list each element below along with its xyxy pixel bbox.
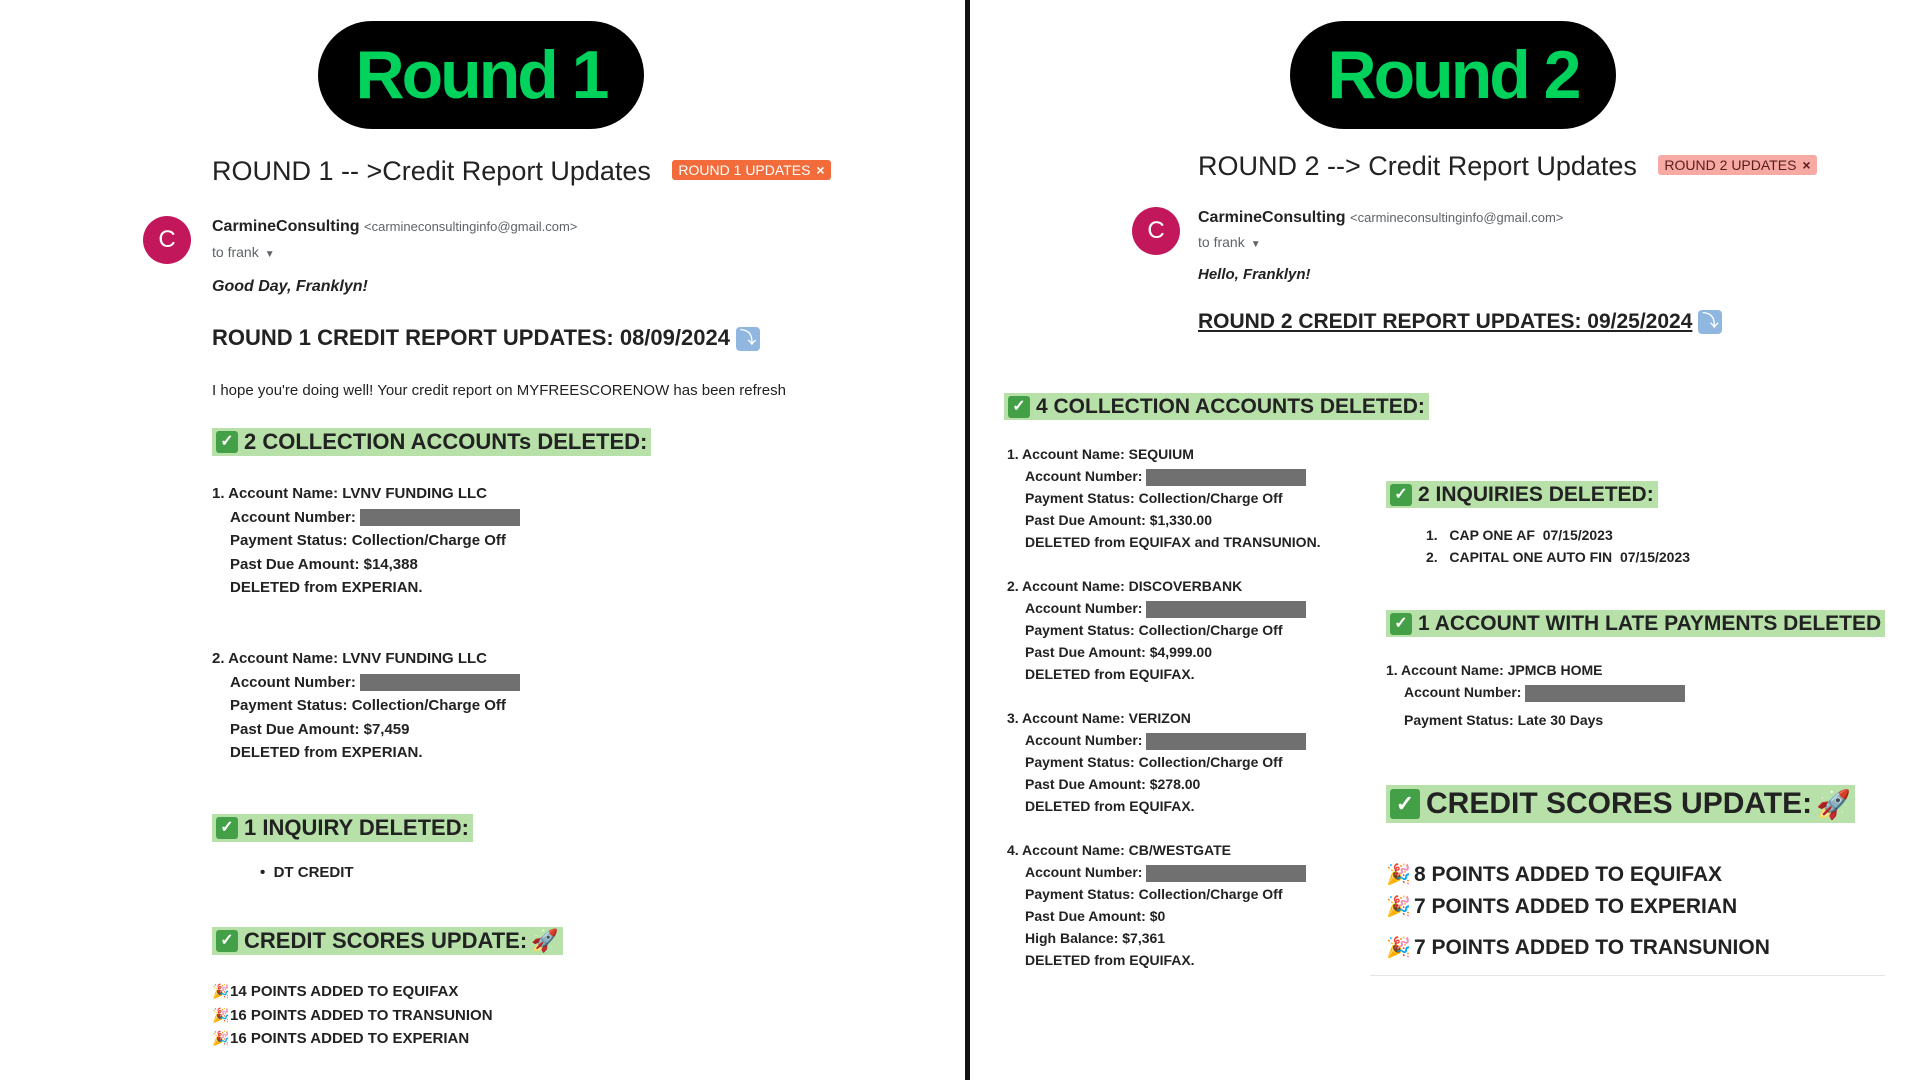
tag-label: ROUND 2 UPDATES [1664,156,1797,173]
account-number-row [1007,729,1306,751]
label-tag[interactable] [672,160,830,180]
late-account [1386,659,1685,731]
account-1 [1007,443,1321,553]
label-tag[interactable] [1658,155,1816,175]
deleted-from: DELETED from EQUIFAX. [1025,952,1195,968]
intro-text: I hope you're doing well! Your credit report on MYFREESCORENOW has been refresh [212,382,786,399]
check-icon: ✓ [1390,789,1420,819]
payment-status: Payment Status: Collection/Charge Off [1025,754,1283,770]
check-icon: ✓ [1008,396,1030,418]
points-item [212,1027,493,1051]
account-name: 2. Account Name: LVNV FUNDING LLC [212,650,488,667]
rocket-icon: 🚀 [1816,788,1852,820]
points-item [1386,859,1770,891]
bullet-icon: • [260,864,274,881]
payment-status: Payment Status: Collection/Charge Off [1025,622,1283,638]
account-number-label: Account Number: [1025,864,1143,880]
points-text: 14 POINTS ADDED TO EQUIFAX [230,983,459,1000]
check-icon: ✓ [216,431,238,453]
party-icon: 🎉 [212,1030,230,1046]
caret-down-icon[interactable]: ▼ [1250,239,1261,250]
collections-heading [1004,393,1429,420]
update-heading [1198,310,1722,334]
collections-heading [212,428,651,456]
check-icon: ✓ [216,817,238,839]
redacted-account-number [1146,601,1306,618]
sender [212,218,577,236]
inquiry-item [260,864,354,881]
points-list [212,980,493,1051]
redacted-account-number [1146,469,1306,486]
subject-text: ROUND 1 -- >Credit Report Updates [212,156,651,186]
caret-down-icon[interactable]: ▼ [264,249,275,260]
account-number-row [212,671,520,695]
account-2 [1007,575,1306,685]
account-number-row [1007,861,1306,883]
recipient-label: to frank [212,244,259,260]
redacted-account-number [1525,685,1685,702]
inquiries-heading-text: 2 INQUIRIES DELETED: [1418,482,1654,506]
account-name: 2. Account Name: DISCOVERBANK [1007,578,1243,594]
tag-close-icon[interactable]: × [816,161,825,178]
party-icon: 🎉 [1386,896,1411,918]
scores-heading-text: CREDIT SCORES UPDATE: [244,928,528,953]
party-icon: 🎉 [1386,937,1411,959]
account-number-row [212,506,520,530]
inquiry-heading-text: 1 INQUIRY DELETED: [244,815,469,840]
points-text: 7 POINTS ADDED TO TRANSUNION [1414,936,1770,959]
redacted-account-number [360,509,520,526]
redacted-account-number [360,674,520,691]
recipient-label: to frank [1198,234,1245,250]
points-text: 7 POINTS ADDED TO EXPERIAN [1414,895,1738,918]
points-text: 8 POINTS ADDED TO EQUIFAX [1414,863,1723,886]
sender-email: <carmineconsultinginfo@gmail.com> [364,219,578,234]
deleted-from: DELETED from EQUIFAX and TRANSUNION. [1025,534,1321,550]
sender-email: <carmineconsultinginfo@gmail.com> [1350,210,1564,225]
sender-name[interactable]: CarmineConsulting [1198,209,1346,226]
inquiries-list [1426,524,1690,568]
check-icon: ✓ [1390,613,1412,635]
collections-heading-text: 2 COLLECTION ACCOUNTs DELETED: [244,429,648,454]
refresh-icon: ⤵ [1698,310,1722,334]
inquiry-item: 1. CAP ONE AF 07/15/2023 [1426,527,1613,543]
payment-status: Payment Status: Collection/Charge Off [230,532,506,549]
past-due-amount: Past Due Amount: $278.00 [1025,776,1201,792]
account-number-label: Account Number: [1404,684,1522,700]
account-name: 1. Account Name: LVNV FUNDING LLC [212,485,488,502]
tag-close-icon[interactable]: × [1802,156,1811,173]
account-2 [212,647,520,765]
tag-label: ROUND 1 UPDATES [678,161,811,178]
points-item [212,1004,493,1028]
party-icon: 🎉 [212,1006,230,1023]
subject-text: ROUND 2 --> Credit Report Updates [1198,151,1637,181]
scores-heading-text: CREDIT SCORES UPDATE: [1426,787,1813,820]
account-1 [212,482,520,600]
inquiry-item: 2. CAPITAL ONE AUTO FIN 07/15/2023 [1426,549,1691,565]
points-list [1386,859,1770,964]
check-icon: ✓ [1390,484,1412,506]
refresh-icon: ⤵ [736,327,760,351]
rocket-icon: 🚀 [531,928,559,953]
account-name: 1. Account Name: JPMCB HOME [1386,662,1603,678]
payment-status: Payment Status: Collection/Charge Off [230,697,506,714]
points-text: 16 POINTS ADDED TO TRANSUNION [230,1006,493,1024]
update-heading-text: ROUND 2 CREDIT REPORT UPDATES: 09/25/2024 [1198,310,1693,333]
update-heading-text: ROUND 1 CREDIT REPORT UPDATES: 08/09/2024 [212,325,730,350]
payment-status: Payment Status: Collection/Charge Off [1025,490,1283,506]
account-number-label: Account Number: [1025,468,1143,484]
past-due-amount: Past Due Amount: $14,388 [230,555,418,573]
collections-heading-text: 4 COLLECTION ACCOUNTS DELETED: [1036,394,1425,418]
check-icon: ✓ [216,930,238,952]
redacted-account-number [1146,733,1306,750]
party-icon: 🎉 [1386,864,1411,886]
late-payments-heading [1386,610,1885,637]
redacted-account-number [1146,865,1306,882]
account-4 [1007,839,1306,971]
recipient-dropdown[interactable] [212,244,275,260]
payment-status: Payment Status: Collection/Charge Off [1025,886,1283,902]
deleted-from: DELETED from EXPERIAN. [230,744,423,761]
avatar[interactable] [1132,207,1180,255]
scores-heading [212,927,563,955]
account-number-row [1386,681,1685,703]
points-text: 16 POINTS ADDED TO EXPERIAN [230,1030,470,1047]
account-3 [1007,707,1306,817]
avatar[interactable] [143,216,191,264]
past-due-amount: Past Due Amount: $0 [1025,908,1166,924]
account-number-row [1007,597,1306,619]
divider-line [1370,975,1885,976]
deleted-from: DELETED from EQUIFAX. [1025,798,1195,814]
late-payments-heading-text: 1 ACCOUNT WITH LATE PAYMENTS DELETED [1418,611,1882,635]
round-1-title: Round 1 [355,37,607,113]
account-number-label: Account Number: [1025,600,1143,616]
account-number-row [1007,465,1321,487]
sender-name[interactable]: CarmineConsulting [212,218,360,235]
greeting: Good Day, Franklyn! [212,278,368,295]
past-due-amount: Past Due Amount: $4,999.00 [1025,644,1212,660]
panel-divider [965,0,970,1080]
account-name: 1. Account Name: SEQUIUM [1007,446,1194,462]
party-icon: 🎉 [212,983,230,999]
update-heading [212,325,760,351]
email-subject [212,156,831,187]
account-number-label: Account Number: [1025,732,1143,748]
scores-heading [1386,785,1855,823]
inquiry-name: DT CREDIT [273,864,354,881]
avatar-letter: C [1147,217,1165,244]
email-subject [1198,151,1817,182]
deleted-from: DELETED from EQUIFAX. [1025,666,1195,682]
account-name: 4. Account Name: CB/WESTGATE [1007,842,1232,858]
high-balance: High Balance: $7,361 [1025,930,1166,946]
account-name: 3. Account Name: VERIZON [1007,710,1191,726]
past-due-amount: Past Due Amount: $1,330.00 [1025,512,1212,528]
points-item [212,980,493,1004]
account-number-label: Account Number: [230,673,356,691]
round-2-title: Round 2 [1327,37,1579,113]
greeting: Hello, Franklyn! [1198,266,1311,283]
payment-status: Payment Status: Late 30 Days [1404,712,1604,728]
inquiries-heading [1386,481,1658,508]
points-item [1386,932,1770,964]
avatar-letter: C [158,226,176,253]
inquiry-heading [212,814,473,842]
sender [1198,209,1563,227]
account-number-label: Account Number: [230,508,356,526]
round-2-pill [1290,21,1616,129]
recipient-dropdown[interactable] [1198,234,1261,250]
points-item [1386,891,1770,923]
deleted-from: DELETED from EXPERIAN. [230,579,423,596]
round-1-pill [318,21,644,129]
past-due-amount: Past Due Amount: $7,459 [230,720,410,738]
